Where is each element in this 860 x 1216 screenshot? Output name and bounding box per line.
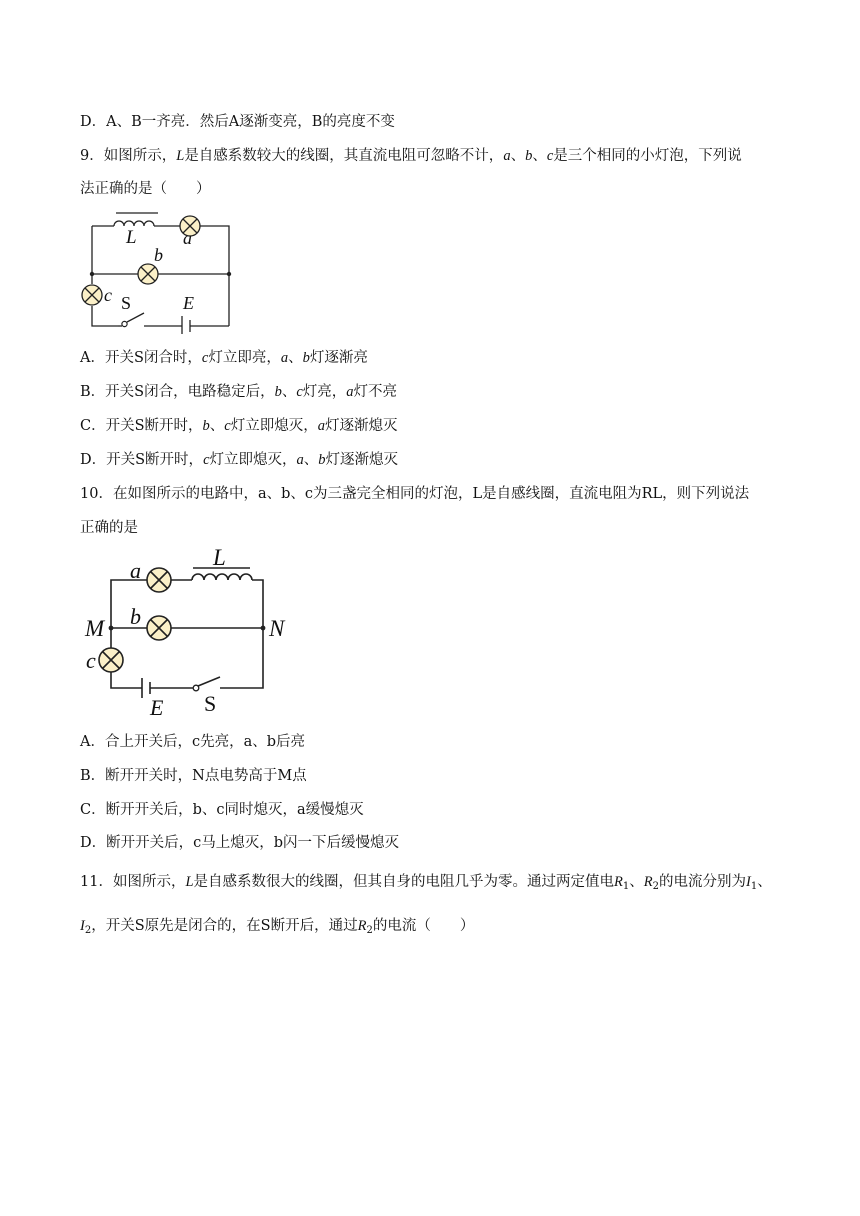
q9-stem-var-c: c xyxy=(546,148,554,164)
option-var: a xyxy=(346,384,354,400)
q10-label-E: E xyxy=(150,695,164,720)
option-text: 灯逐渐熄灭 xyxy=(325,452,398,468)
option-var: a xyxy=(317,418,325,434)
option-text: D．开关S断开时， xyxy=(80,452,204,468)
option-var: b xyxy=(318,452,326,468)
option-text: 灯逐渐亮 xyxy=(309,350,368,366)
q11-var-I1: I xyxy=(746,874,751,890)
q10-label-c: c xyxy=(86,648,96,673)
q11-stem-line1 xyxy=(80,872,772,897)
q9-stem-sep: 、 xyxy=(532,148,547,164)
option-sep: 、 xyxy=(209,418,225,434)
q9-switch-pivot xyxy=(122,321,127,326)
q9-label-L: L xyxy=(126,227,137,248)
q11-var-I2: I xyxy=(80,918,85,934)
q9-stem-text: 是三个相同的小灯泡，下列说 xyxy=(553,148,742,164)
q10-option-c: C．断开开关后，b、c同时熄灭，a缓慢熄灭 xyxy=(80,802,364,818)
q11-var-R1: R xyxy=(614,874,623,890)
option-var: c xyxy=(201,350,209,366)
q9-junction-left xyxy=(90,272,94,276)
q11-sub: 1 xyxy=(750,881,758,892)
q10-switch-pivot xyxy=(193,685,199,691)
option-text: 灯立即熄灭， xyxy=(209,452,297,468)
q9-option-a xyxy=(80,348,368,368)
option-var: c xyxy=(203,452,210,468)
q9-stem-line2: 法正确的是（ ） xyxy=(80,181,211,197)
option-text: 灯立即亮， xyxy=(208,350,281,366)
q9-label-b: b xyxy=(154,245,163,265)
q11-text: ，开关S原先是闭合的，在S断开后，通过 xyxy=(91,918,358,934)
q10-junction-M xyxy=(109,626,114,631)
q11-sep: 、 xyxy=(629,874,644,890)
q10-label-S: S xyxy=(204,691,217,716)
q10-circuit-diagram xyxy=(80,548,295,723)
q9-stem-var-b: b xyxy=(525,148,533,164)
q10-label-L: L xyxy=(213,548,226,570)
q9-stem-sep: 、 xyxy=(510,148,526,164)
option-var: b xyxy=(202,418,210,434)
q9-stem-line1 xyxy=(80,146,742,166)
q10-label-a: a xyxy=(130,558,141,583)
option-var: c xyxy=(224,418,231,434)
q11-text: 是自感系数很大的线圈，但其自身的电阻几乎为零。通过两定值电 xyxy=(193,874,615,890)
option-text: 灯逐渐熄灭 xyxy=(324,418,398,434)
q11-stem-line2 xyxy=(80,916,474,941)
q10-label-b: b xyxy=(130,604,141,629)
q11-text: 的电流分别为 xyxy=(659,874,746,890)
q10-label-M: M xyxy=(85,616,105,641)
option-text: 灯不亮 xyxy=(353,384,398,400)
q10-junction-N xyxy=(261,626,266,631)
q9-option-b xyxy=(80,382,397,402)
option-var: a xyxy=(296,452,304,468)
q9-junction-right xyxy=(227,272,231,276)
option-var: a xyxy=(280,350,289,366)
q9-stem-text: 是自感系数较大的线圈，其直流电阻可忽略不计， xyxy=(184,148,504,164)
q9-label-S: S xyxy=(121,293,132,313)
q11-sub: 2 xyxy=(652,881,659,892)
q11-var-L: L xyxy=(185,874,194,890)
q9-stem-text: 9．如图所示， xyxy=(80,148,177,164)
q9-stem-var-a: a xyxy=(503,148,511,164)
option-text: 灯立即熄灭， xyxy=(230,418,318,434)
q9-option-c xyxy=(80,416,397,436)
q8-option-d: D．A、B一齐亮．然后A逐渐变亮，B的亮度不变 xyxy=(80,114,395,130)
q9-option-d xyxy=(80,450,398,470)
q11-text: 的电流（ ） xyxy=(372,918,475,934)
q10-label-N: N xyxy=(269,616,285,641)
q9-label-E: E xyxy=(183,293,194,313)
q10-option-d: D．断开开关后，c马上熄灭，b闪一下后缓慢熄灭 xyxy=(80,835,400,851)
q11-var-R2: R xyxy=(357,918,367,934)
option-sep: 、 xyxy=(303,452,319,468)
option-text: B．开关S闭合，电路稳定后， xyxy=(80,384,275,400)
option-sep: 、 xyxy=(288,350,303,366)
option-text: 灯亮， xyxy=(302,384,347,400)
q11-sub: 2 xyxy=(366,925,373,936)
option-text: C．开关S断开时， xyxy=(80,418,203,434)
option-var: b xyxy=(274,384,282,400)
option-text: A．开关S闭合时， xyxy=(80,350,202,366)
q9-circuit-diagram xyxy=(78,206,238,334)
q11-text: 11．如图所示， xyxy=(80,874,186,890)
option-sep: 、 xyxy=(281,384,297,400)
q10-option-b: B．断开开关时，N点电势高于M点 xyxy=(80,768,307,784)
option-var: c xyxy=(296,384,303,400)
q9-label-a: a xyxy=(183,228,192,248)
q11-sub: 2 xyxy=(84,925,92,936)
option-var: b xyxy=(302,350,310,366)
q11-sep: 、 xyxy=(757,874,772,890)
q10-stem-line1: 10．在如图所示的电路中，a、b、c为三盏完全相同的灯泡，L是自感线圈，直流电阻为RL，则下列说法 xyxy=(80,486,750,502)
q11-sub: 1 xyxy=(622,881,630,892)
q9-stem-var-L: L xyxy=(176,148,185,164)
q10-option-a: A．合上开关后，c先亮，a、b后亮 xyxy=(80,734,306,750)
q10-stem-line2: 正确的是 xyxy=(80,520,138,536)
q9-label-c: c xyxy=(104,285,112,305)
q11-var-R2: R xyxy=(643,874,653,890)
